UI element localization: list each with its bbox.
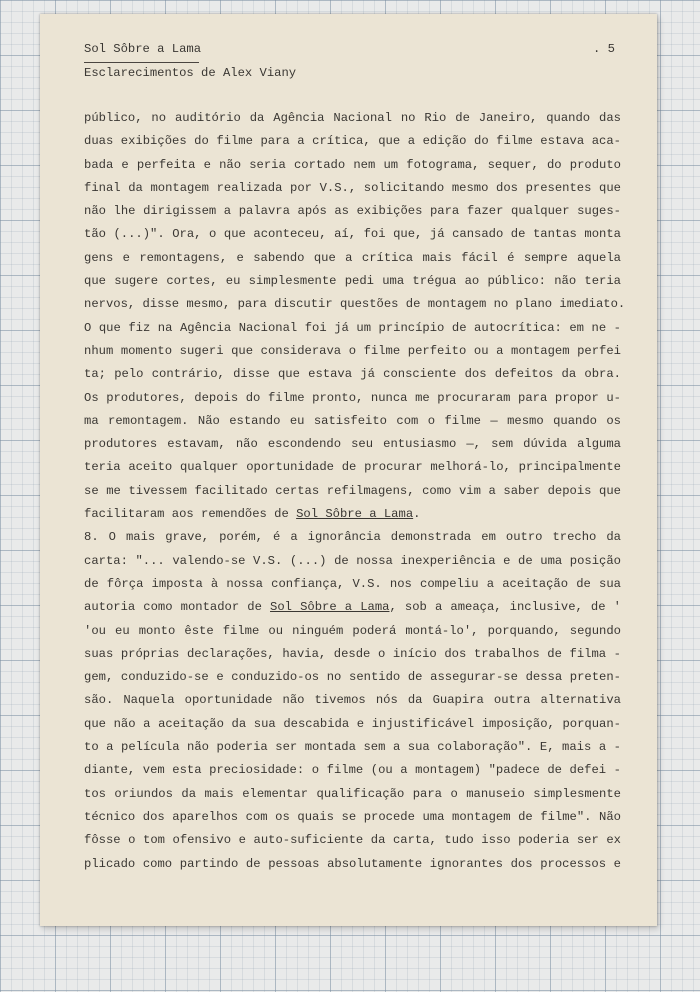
- text-line: bada e perfeita e não seria cortado nem um fotograma, sequer, do produto: [84, 157, 621, 172]
- body-text: [84, 107, 626, 876]
- text-line: Os produtores, depois do filme pronto, nunca me procuraram para propor u-: [84, 390, 621, 405]
- document-subtitle: Esclarecimentos de Alex Viany: [84, 66, 297, 80]
- text-line: 8. O mais grave, porém, é a ignorância demonstrada em outro trecho da: [84, 530, 621, 545]
- text-line: ta; pelo contrário, disse que estava já consciente dos defeitos da obra.: [84, 367, 621, 382]
- document-title: Sol Sôbre a Lama: [84, 42, 202, 56]
- film-title-underlined: Sol Sôbre a Lama: [270, 600, 390, 615]
- text-line: duas exibições do filme para a crítica, que a edição do filme estava aca-: [84, 134, 621, 149]
- text-line: ma remontagem. Não estando eu satisfeito com o filme — mesmo quando os: [84, 413, 621, 428]
- text-line: O que fiz na Agência Nacional foi já um princípio de autocrítica: em ne -: [84, 320, 621, 335]
- film-title-underlined: Sol Sôbre a Lama: [296, 507, 414, 522]
- text-line: 'ou eu monto êste filme ou ninguém poderá montá-lo', porquando, segundo: [84, 623, 621, 638]
- text-line: que sugere cortes, eu simplesmente pedi uma trégua ao público: não teria: [84, 274, 621, 289]
- text-line: facilitaram aos remendões de Sol Sôbre a Lama.: [84, 507, 421, 522]
- text-line: se me tivessem facilitado certas refilmagens, como vim a saber depois que: [84, 483, 621, 498]
- text-line: tos oriundos da mais elementar qualificação para o manuseio simplesmente: [84, 786, 621, 801]
- text-line: suas próprias declarações, havia, desde o início dos trabalhos de filma -: [84, 646, 621, 661]
- text-line: autoria como montador de Sol Sôbre a Lama, sob a ameaça, inclusive, de ': [84, 600, 621, 615]
- text-line: to a película não poderia ser montada sem a sua colaboração". E, mais a -: [84, 740, 621, 755]
- text-line: técnico dos aparelhos com os quais se procede uma montagem de filme". Não: [84, 809, 621, 824]
- text-line: produtores estavam, não escondendo seu entusiasmo —, sem dúvida alguma: [84, 437, 621, 452]
- typewritten-page: [40, 14, 657, 926]
- text-line: teria aceito qualquer oportunidade de procurar melhorá-lo, principalmente: [84, 460, 621, 475]
- text-line: nhum momento sugeri que considerava o filme perfeito ou a montagem perfei: [84, 343, 621, 358]
- text-line: plicado como partindo de pessoas absolutamente ignorantes dos processos e: [84, 856, 621, 871]
- text-line: que não a aceitação da sua descabida e injustificável imposição, porquan-: [84, 716, 621, 731]
- title-underline: [84, 62, 199, 63]
- text-line: nervos, disse mesmo, para discutir questões de montagem no plano imediato.: [84, 297, 626, 312]
- text-line: diante, vem esta preciosidade: o filme (ou a montagem) "padece de defei -: [84, 763, 621, 778]
- text-line: são. Naquela oportunidade não tivemos nós da Guapira outra alternativa: [84, 693, 621, 708]
- text-line: público, no auditório da Agência Nacional no Rio de Janeiro, quando das: [84, 111, 621, 125]
- text-line: carta: "... valendo-se V.S. (...) de nossa inexperiência e de uma posição: [84, 553, 621, 568]
- text-line: final da montagem realizada por V.S., solicitando mesmo dos presentes que: [84, 180, 621, 195]
- text-line: gens e remontagens, e sabendo que a crítica mais fácil é sempre aquela: [84, 250, 621, 265]
- text-line: tão (...)". Ora, o que aconteceu, aí, foi que, já cansado de tantas monta: [84, 227, 621, 242]
- page-number: . 5: [593, 42, 615, 56]
- text-line: de fôrça imposta à nossa confiança, V.S. nos compeliu a aceitação de sua: [84, 576, 621, 591]
- text-line: fôsse o tom ofensivo e auto-suficiente da carta, tudo isso poderia ser ex: [84, 833, 621, 848]
- text-line: não lhe dirigissem a palavra após as exibições para fazer qualquer suges-: [84, 204, 621, 219]
- text-line: gem, conduzido-se e conduzido-os no sentido de assegurar-se dessa preten-: [84, 670, 621, 685]
